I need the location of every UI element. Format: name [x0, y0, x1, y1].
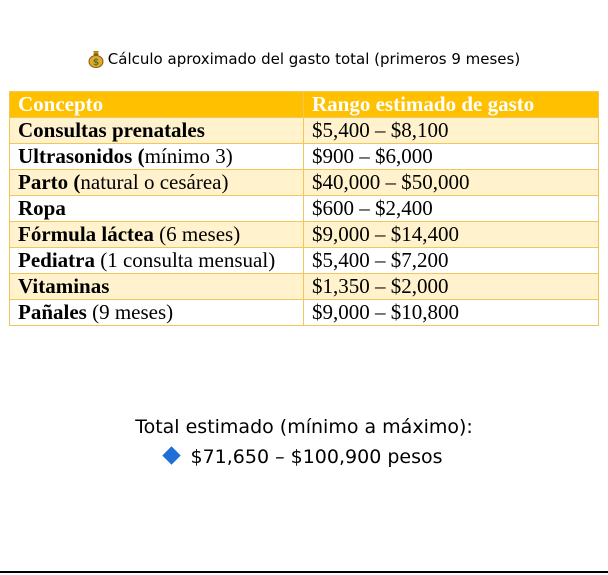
table-row: [10, 118, 599, 144]
concept-cell: [10, 300, 304, 326]
table-row: [10, 300, 599, 326]
range-cell: $5,400 – $8,100: [304, 118, 599, 144]
concept-cell: [10, 222, 304, 248]
concept-name: Pediatra: [18, 248, 95, 272]
page-title: [0, 48, 608, 70]
cost-table: [9, 91, 599, 326]
concept-detail: natural o cesárea): [80, 170, 229, 194]
concept-cell: [10, 170, 304, 196]
range-cell: $9,000 – $14,400: [304, 222, 599, 248]
concept-name: Ropa: [18, 196, 66, 220]
range-cell: $600 – $2,400: [304, 196, 599, 222]
concept-name: Consultas prenatales: [18, 118, 205, 142]
table-row: [10, 222, 599, 248]
column-header-rango: Rango estimado de gasto: [304, 92, 599, 118]
column-header-concepto: Concepto: [10, 92, 304, 118]
range-cell: $1,350 – $2,000: [304, 274, 599, 300]
concept-detail: (1 consulta mensual): [94, 248, 276, 272]
concept-cell: [10, 144, 304, 170]
svg-text:$: $: [92, 58, 99, 68]
table-row: [10, 274, 599, 300]
concept-detail: (9 meses): [86, 300, 174, 324]
range-cell: $900 – $6,000: [304, 144, 599, 170]
table-row: [10, 248, 599, 274]
concept-cell: [10, 196, 304, 222]
blue-diamond-icon: [163, 446, 181, 464]
concept-cell: [10, 118, 304, 144]
concept-name: Pañales: [18, 300, 87, 324]
bottom-divider: [0, 571, 608, 573]
concept-name: Fórmula láctea: [18, 222, 154, 246]
concept-name: Vitaminas: [18, 274, 110, 298]
total-row: [0, 444, 608, 470]
table-header-row: [10, 92, 599, 118]
money-bag-icon: [88, 50, 104, 68]
total-label: Total estimado (mínimo a máximo):: [135, 416, 473, 438]
concept-name: Ultrasonidos (: [18, 144, 145, 168]
title-text: Cálculo aproximado del gasto total (primeros 9 meses): [107, 50, 521, 68]
range-cell: $40,000 – $50,000: [304, 170, 599, 196]
total-value: $71,650 – $100,900 pesos: [190, 446, 443, 468]
concept-cell: [10, 274, 304, 300]
concept-detail: mínimo 3): [144, 144, 233, 168]
table-row: [10, 144, 599, 170]
table-row: [10, 196, 599, 222]
range-cell: $9,000 – $10,800: [304, 300, 599, 326]
concept-cell: [10, 248, 304, 274]
concept-detail: (6 meses): [153, 222, 241, 246]
range-cell: $5,400 – $7,200: [304, 248, 599, 274]
table-row: [10, 170, 599, 196]
concept-name: Parto (: [18, 170, 81, 194]
